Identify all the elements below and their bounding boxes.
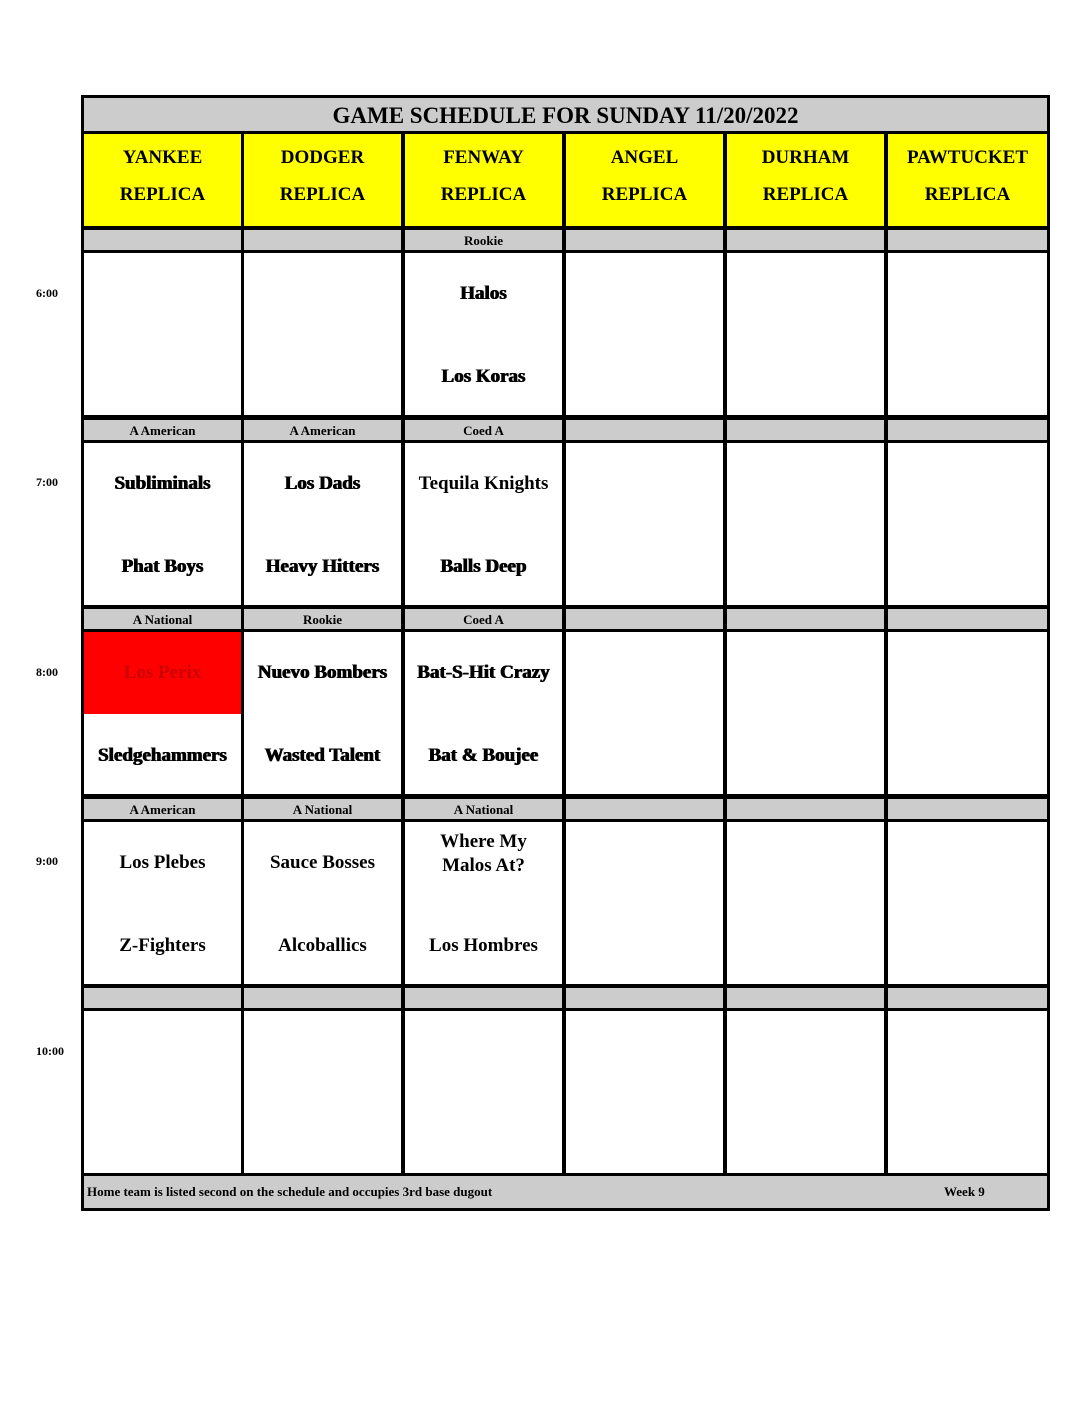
time-label-10: 10:00	[36, 1044, 64, 1058]
division-label: A National	[84, 609, 241, 629]
game-cell	[888, 822, 1047, 984]
away-team: Los Dads	[284, 473, 361, 494]
game-cell	[84, 1011, 241, 1173]
away-team: Subliminals	[114, 473, 211, 494]
game-cell	[84, 632, 241, 794]
time-label-6: 6:00	[36, 286, 58, 300]
schedule-footer	[84, 1176, 1047, 1208]
field-header-pawtucket	[888, 134, 1047, 226]
game-cell	[244, 822, 401, 984]
division-label	[566, 988, 723, 1008]
division-label	[888, 799, 1047, 819]
home-team: Los Koras	[441, 366, 526, 387]
away-team: Los Perix	[123, 662, 202, 683]
division-label	[727, 230, 884, 250]
game-cell	[84, 253, 241, 415]
field-type: REPLICA	[440, 184, 527, 205]
game-cell	[244, 253, 401, 415]
field-name: FENWAY	[443, 147, 524, 168]
field-type: REPLICA	[119, 184, 206, 205]
away-team: Los Plebes	[119, 852, 206, 873]
home-team: Z-Fighters	[119, 935, 206, 956]
game-cell	[888, 443, 1047, 605]
game-cell	[888, 253, 1047, 415]
game-cell	[727, 253, 884, 415]
division-label: Coed A	[405, 420, 562, 440]
game-cell	[566, 443, 723, 605]
game-cell	[727, 1011, 884, 1173]
division-label: A American	[84, 799, 241, 819]
division-label	[566, 420, 723, 440]
home-team-note: Home team is listed second on the schedule and occupies 3rd base dugout	[87, 1184, 493, 1199]
game-cell	[566, 632, 723, 794]
game-cell	[566, 253, 723, 415]
division-label	[405, 988, 562, 1008]
home-team: Wasted Talent	[264, 745, 381, 766]
time-label-7: 7:00	[36, 475, 58, 489]
game-cell	[244, 632, 401, 794]
home-team: Heavy Hitters	[265, 556, 380, 577]
game-cell	[405, 443, 562, 605]
division-label: A American	[244, 420, 401, 440]
field-header-durham	[727, 134, 884, 226]
away-team: Sauce Bosses	[269, 852, 376, 873]
away-team: Nuevo Bombers	[257, 662, 388, 683]
field-header-yankee	[84, 134, 241, 226]
division-label	[244, 230, 401, 250]
division-label	[888, 988, 1047, 1008]
field-name: ANGEL	[610, 147, 679, 168]
game-cell	[244, 1011, 401, 1173]
division-label	[84, 988, 241, 1008]
field-type: REPLICA	[279, 184, 366, 205]
away-team: Tequila Knights	[418, 473, 549, 494]
game-cell	[405, 822, 562, 984]
field-type: REPLICA	[924, 184, 1011, 205]
game-cell	[84, 822, 241, 984]
away-team: Bat-S-Hit Crazy	[417, 662, 550, 683]
field-name: DURHAM	[761, 147, 850, 168]
division-label: A American	[84, 420, 241, 440]
time-column	[0, 0, 82, 1408]
field-header-angel	[566, 134, 723, 226]
division-label	[566, 230, 723, 250]
game-cell	[888, 1011, 1047, 1173]
division-label: A National	[405, 799, 562, 819]
division-label: A National	[244, 799, 401, 819]
field-name: DODGER	[280, 147, 365, 168]
time-label-8: 8:00	[36, 665, 58, 679]
time-label-9: 9:00	[36, 854, 58, 868]
away-team: Where My Malos At?	[440, 831, 527, 876]
division-label	[566, 799, 723, 819]
game-cell	[244, 443, 401, 605]
game-cell	[566, 822, 723, 984]
home-team: Alcoballics	[278, 935, 367, 956]
home-team: Balls Deep	[440, 556, 527, 577]
game-cell	[727, 822, 884, 984]
week-label: Week 9	[944, 1184, 985, 1199]
game-cell	[888, 632, 1047, 794]
game-cell	[727, 632, 884, 794]
home-team: Phat Boys	[121, 556, 204, 577]
field-header-fenway	[405, 134, 562, 226]
division-label	[727, 988, 884, 1008]
game-cell	[84, 443, 241, 605]
division-label	[727, 609, 884, 629]
field-type: REPLICA	[601, 184, 688, 205]
home-team: Sledgehammers	[98, 745, 227, 766]
division-label	[888, 420, 1047, 440]
division-label: Rookie	[244, 609, 401, 629]
schedule-table	[81, 95, 1050, 1211]
game-cell	[566, 1011, 723, 1173]
home-team: Bat & Boujee	[428, 745, 539, 766]
division-label	[888, 230, 1047, 250]
field-name: PAWTUCKET	[906, 147, 1029, 168]
game-cell	[727, 443, 884, 605]
division-label	[888, 609, 1047, 629]
game-cell	[405, 632, 562, 794]
game-cell	[405, 1011, 562, 1173]
field-name: YANKEE	[122, 147, 203, 168]
division-label: Coed A	[405, 609, 562, 629]
away-team: Halos	[460, 283, 507, 304]
field-header-dodger	[244, 134, 401, 226]
division-label	[566, 609, 723, 629]
division-label	[84, 230, 241, 250]
game-cell	[405, 253, 562, 415]
division-label: Rookie	[405, 230, 562, 250]
division-label	[244, 988, 401, 1008]
home-team: Los Hombres	[429, 935, 538, 956]
division-label	[727, 420, 884, 440]
division-label	[727, 799, 884, 819]
schedule-title: GAME SCHEDULE FOR SUNDAY 11/20/2022	[84, 98, 1047, 131]
field-type: REPLICA	[762, 184, 849, 205]
